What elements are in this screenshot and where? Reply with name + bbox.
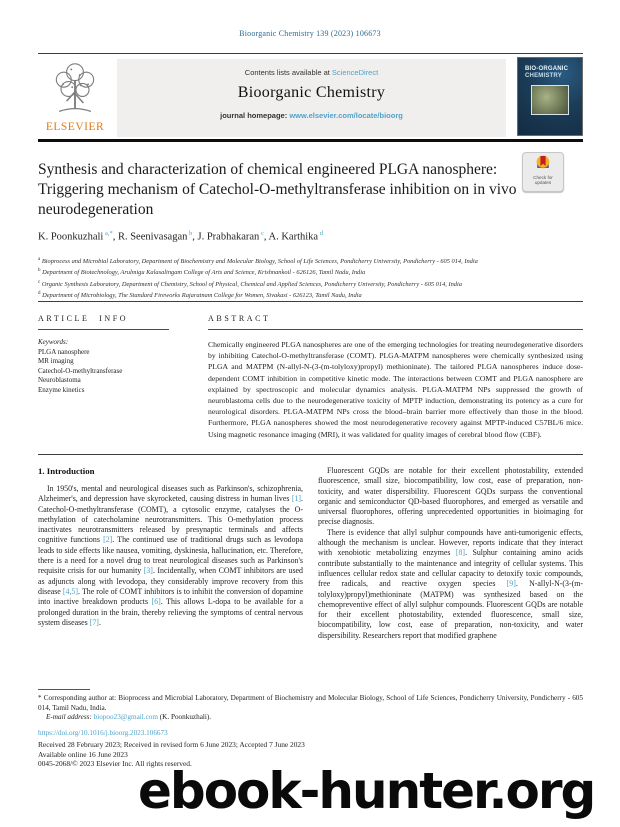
contents-line: [117, 68, 506, 77]
abstract-column: [208, 314, 583, 440]
intro-left-column: [38, 484, 303, 628]
doi-link[interactable]: https://doi.org/10.1016/j.bioorg.2023.106673: [38, 729, 168, 737]
paragraph: [318, 466, 583, 528]
affiliation-line: $^a$ Bioprocess and Microbial Laboratory, Department of Biochemistry and Molecular Biology, School of Life Sciences, Pondicherry University, Pondicherry - 605 014, India: [38, 257, 478, 266]
author-affiliation-sup: b: [187, 230, 193, 237]
email-link[interactable]: biopoo23@gmail.com: [91, 713, 158, 722]
text-run: . This allows L-dopa to be available for a prolonged duration in the brain, thereby relieving the symptoms of central nervous system diseases: [38, 597, 304, 627]
homepage-link[interactable]: www.elsevier.com/locate/bioorg: [289, 111, 403, 120]
check-updates-line2: updates: [534, 180, 552, 186]
received-dates: Received 28 February 2023; Received in revised form 6 June 2023; Accepted 7 June 2023: [38, 740, 305, 749]
ebook-hunter-watermark: ebook-hunter.org: [138, 762, 595, 820]
elsevier-tree-icon: [47, 105, 103, 122]
email-label: E-mail address:: [46, 713, 92, 722]
section-heading-introduction: 1. Introduction: [38, 466, 95, 476]
elsevier-wordmark: ELSEVIER: [45, 121, 105, 133]
keyword-item: MR imaging: [38, 357, 74, 366]
keywords-label: Keywords:: [38, 338, 69, 346]
intro-right-column: [318, 466, 583, 641]
reference-link[interactable]: [3]: [143, 566, 153, 576]
keyword-item: Catechol-O-methyltransferase: [38, 366, 123, 375]
author-name: K. Poonkuzhali: [38, 231, 104, 243]
keyword-item: Neuroblastoma: [38, 376, 81, 385]
affiliation-line: $^b$ Department of Biotechnology, Arulmigu Kalasalingam College of Arts and Science, Krishnankoil - 626126, Tamil Nadu, India: [38, 268, 366, 277]
abstract-bottom-rule: [38, 454, 583, 455]
text-run: . Catechol-O-methyltransferase (COMT), a cytosolic enzyme, catalyses the O-methylation of catecholamine neurotransmitters. This O-methylation process inactivates neurotransmitters released by presynaptic terminals and affects cognitive functions: [38, 494, 303, 545]
text-run: . The continued use of traditional drugs such as levodopa leads to side effects like nausea, vomiting, dyskinesia, hallucination, etc. Therefore, there is a need for a novel drug to treat neurological diseases such as Parkinson's requisite crisis for our humanity: [38, 535, 303, 576]
available-online: Available online 16 June 2023: [38, 750, 128, 759]
text-run: There is evidence that allyl sulphur compounds have anti-tumorigenic effects, although the mechanism is unclear. However, reports indicate that they interact with xenobiotic metabolizing enzymes: [318, 527, 583, 558]
affiliation-sup: c: [38, 279, 41, 285]
cover-title: [525, 66, 582, 80]
affiliation-line: $^c$ Organic Synthesis Laboratory, Department of Chemistry, School of Physical, Chemical and Applied Sciences, Pondicherry University, Pondicherry - 605 014, India: [38, 279, 462, 288]
check-updates-line1: Check for: [533, 175, 553, 180]
author-name: J. Prabhakaran: [197, 231, 260, 243]
footnote-text-line: [38, 694, 583, 713]
footnote-marker: *: [38, 694, 44, 702]
article-info-column: [38, 314, 169, 396]
info-section-top-rule: [38, 301, 583, 302]
header-bottom-rule: [38, 139, 583, 142]
text-run: In 1950's, mental and neurological diseases such as Parkinson's, schizophrenia, Alzheimer's, and depression have skyrocketed, causing distress in human lives: [38, 484, 303, 504]
author-list: K. Poonkuzhali $^{a,*}$, R. Seenivasagan $^b$, J. Prabhakaran $^c$, A. Karthika $^d$: [38, 230, 323, 243]
sciencedirect-link[interactable]: ScienceDirect: [331, 68, 379, 77]
article-title: Synthesis and characterization of chemical engineered PLGA nanosphere: Triggering mechanism of Catechol-O-methyltransferase inhibition on in vivo neurodegeneration: [38, 161, 517, 218]
issn-copyright: 0045-2068/© 2023 Elsevier Inc. All rights reserved.: [38, 759, 192, 768]
text-run: . Incidentally, when COMT inhibitors are used as adjuncts along with levodopa, they considerably improve recovery from this disease: [38, 566, 303, 596]
cover-title-line1: BIO-ORGANIC: [525, 66, 569, 72]
email-suffix: (K. Poonkuzhali).: [157, 713, 212, 722]
reference-link[interactable]: [8]: [455, 548, 466, 558]
header-top-rule: [38, 53, 583, 54]
homepage-line: [117, 111, 506, 120]
article-info-heading: ARTICLE INFO: [38, 314, 169, 330]
journal-citation: Bioorganic Chemistry 139 (2023) 106673: [239, 29, 381, 38]
author-affiliation-sup: a,*: [103, 230, 113, 237]
affiliation-list: [38, 255, 583, 301]
keyword-item: PLGA nanosphere: [38, 347, 90, 356]
contents-prefix: Contents lists available at: [244, 68, 332, 77]
abstract-heading: ABSTRACT: [208, 314, 583, 330]
elsevier-logo: [36, 60, 114, 138]
footnote-rule: [38, 689, 90, 690]
paragraph: [318, 528, 583, 641]
keywords-block: [38, 338, 169, 396]
author-affiliation-sup: c: [259, 230, 264, 237]
reference-link[interactable]: [9]: [506, 579, 516, 589]
paragraph: [38, 484, 303, 628]
journal-cover-thumbnail[interactable]: [517, 57, 583, 136]
corresponding-author-footnote: [38, 694, 583, 723]
homepage-prefix: journal homepage:: [220, 111, 290, 120]
author-name: A. Karthika: [268, 231, 319, 243]
reference-link[interactable]: [1]: [291, 494, 302, 504]
text-run: Fluorescent GQDs are notable for their excellent photostability, extended fluorescence, small size, biocompatibility, low cost, ease of preparation, non-toxicity, and water dispersibility. Fluorescent GQDs surpass the conventional organic and semiconductor QD-based fluorophores, and emerged as versatile and universal fluorophores, offering unprecedented opportunities in bioimaging for precise diagnosis.: [318, 466, 583, 527]
check-updates-icon: [536, 156, 550, 173]
text-run: . The role of COMT inhibitors is to inhibit the conversion of dopamine into inactive breakdown products: [38, 586, 303, 607]
cover-title-line2: CHEMISTRY: [525, 73, 562, 79]
author-affiliation-sup: d: [318, 230, 323, 237]
check-for-updates-badge[interactable]: [522, 152, 564, 192]
check-updates-label: [523, 175, 563, 185]
affiliation-sup: b: [38, 268, 41, 274]
author-name: R. Seenivasagan: [117, 231, 188, 243]
reference-link[interactable]: [2]: [103, 535, 113, 545]
cover-artwork: [531, 85, 569, 115]
text-run: . N-allyl-N-(3-(m-tolyloxy)propyl)methioninate (MATPM) was synthesized based on the chemopreventive effect of allyl sulphur compounds. Fluorescent GQDs are notable for their excellent photostability, extended fluorescence, small size, biocompatibility, low cost, ease of preparation, non-toxicity, and water dispersibility. Researchers report that modified graphene: [318, 579, 583, 640]
text-run: .: [98, 617, 101, 627]
text-run: . Sulphur containing amino acids contribute substantially to the maintenance and integrity of cellular systems. This influences cellular redox state and cellular capacity to detoxify toxic compounds, free radicals, and reactive oxygen species: [318, 548, 583, 589]
abstract-text: Chemically engineered PLGA nanospheres are one of the emerging technologies for treating neurodegenerative disorders by inhibiting Catechol-O-methyltransferase (COMT). PLGA-MATPM nanospheres were chemically synthesized using PLGA and MATPM (N-allyl-N-(3-(m-tolyloxy)propyl) methioninate). The tailored PLGA nanospheres induce dose-dependent COMT inhibition in competitive kinetic mode. The interactions between COMT and PLGA nanosphere are explained by spectroscopic and molecular dynamics analysis. PLGA-MATPM NPs suppressed the growth of neuroblastoma cells due to the neurodegenerative toxicity of MPTP induction, demonstrating its potency as a cure for neurological disorders. PLGA-MATPM NPs cross the blood–brain barrier more effectively than those in the blood. Furthermore, PLGA nanospheres showed the most neurodegenerative recovery against MPTP-induced C57BL/6 mice. Using magnetic resonance imaging (MRI), it was validated for quality images of cerebral blood flow (CBF).: [208, 340, 583, 439]
journal-title: Bioorganic Chemistry: [237, 84, 386, 101]
reference-link[interactable]: [4,5]: [62, 586, 79, 596]
email-line: [38, 713, 583, 723]
journal-header-banner: [117, 59, 506, 137]
keywords-list: [38, 348, 169, 396]
footnote-text: Corresponding author at: Bioprocess and Microbial Laboratory, Department of Biochemistry and Molecular Biology, School of Life Sciences, Pondicherry University, Pondicherry - 605 014, Tamil Nadu, India.: [38, 694, 583, 712]
keyword-item: Enzyme kinetics: [38, 385, 85, 394]
affiliation-sup: a: [38, 257, 41, 262]
reference-link[interactable]: [7]: [89, 617, 99, 627]
reference-link[interactable]: [6]: [151, 597, 161, 607]
affiliation-line: $^d$ Department of Microbiology, The Standard Fireworks Rajaratnam College for Women, Sivakasi - 626123, Tamil Nadu, India: [38, 291, 362, 300]
affiliation-sup: d: [38, 291, 41, 297]
